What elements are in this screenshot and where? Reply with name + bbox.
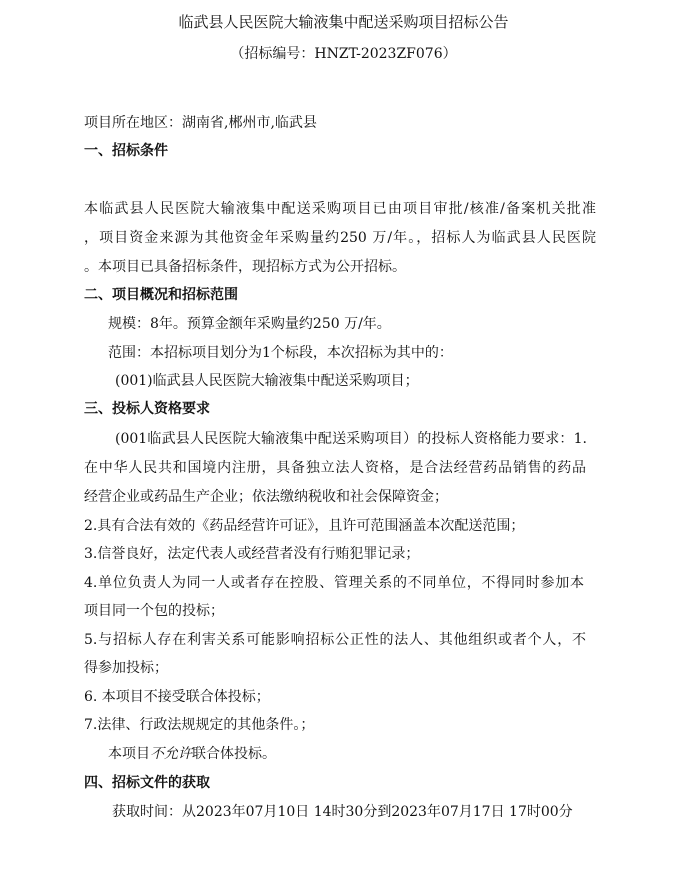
project-scale: 规模：8年。预算金额年采购量约250 万/年。 bbox=[108, 316, 391, 332]
section-1-heading: 一、招标条件 bbox=[84, 143, 168, 159]
bid-number: （招标编号：HNZT-2023ZF076） bbox=[230, 46, 457, 62]
project-lot: (001)临武县人民医院大输液集中配送采购项目； bbox=[115, 373, 419, 389]
qualification-item-2: 2.具有合法有效的《药品经营许可证》，且许可范围涵盖本次配送范围； bbox=[84, 518, 525, 534]
qualification-item-3: 3.信誉良好，法定代表人或经营者没有行贿犯罪记录； bbox=[84, 546, 420, 562]
qualification-item-7: 7.法律、行政法规规定的其他条件。； bbox=[84, 717, 315, 733]
qualification-item-4-line-2: 项目同一个包的投标； bbox=[84, 603, 224, 619]
qualification-line-2: 在中华人民共和国境内注册，具备独立法人资格，是合法经营药品销售的药品 bbox=[84, 460, 586, 476]
section-1-line-1: 本临武县人民医院大输液集中配送采购项目已由项目审批/核准/备案机关批准 bbox=[84, 201, 596, 217]
qualification-line-3: 经营企业或药品生产企业；依法缴纳税收和社会保障资金； bbox=[84, 489, 448, 505]
consortium-statement bbox=[108, 744, 276, 764]
consortium-emphasis: 不允许 bbox=[150, 746, 192, 762]
consortium-prefix: 本项目 bbox=[108, 746, 150, 762]
section-1-line-2: ，项目资金来源为其他资金年采购量约250 万/年。，招标人为临武县人民医院 bbox=[84, 230, 596, 246]
section-3-heading: 三、投标人资格要求 bbox=[84, 401, 210, 417]
qualification-item-6: 6. 本项目不接受联合体投标； bbox=[84, 689, 270, 705]
section-4-heading: 四、招标文件的获取 bbox=[84, 775, 210, 791]
qualification-item-5-line-2: 得参加投标； bbox=[84, 660, 168, 676]
section-2-heading: 二、项目概况和招标范围 bbox=[84, 287, 238, 303]
qualification-item-4-line-1: 4.单位负责人为同一人或者存在控股、管理关系的不同单位，不得同时参加本 bbox=[84, 575, 584, 591]
section-1-line-3: 。本项目已具备招标条件，现招标方式为公开招标。 bbox=[84, 259, 406, 275]
qualification-line-1: (001临武县人民医院大输液集中配送采购项目）的投标人资格能力要求：1. bbox=[115, 431, 587, 447]
project-location: 项目所在地区：湖南省,郴州市,临武县 bbox=[84, 115, 317, 131]
acquisition-time: 获取时间：从2023年07月10日 14时30分到2023年07月17日 17时00分 bbox=[112, 804, 573, 820]
notice-title: 临武县人民医院大输液集中配送采购项目招标公告 bbox=[178, 13, 509, 31]
consortium-suffix: 联合体投标。 bbox=[192, 746, 276, 762]
project-scope: 范围：本招标项目划分为1个标段，本次招标为其中的： bbox=[108, 345, 453, 361]
qualification-item-5-line-1: 5.与招标人存在利害关系可能影响招标公正性的法人、其他组织或者个人，不 bbox=[84, 632, 586, 648]
